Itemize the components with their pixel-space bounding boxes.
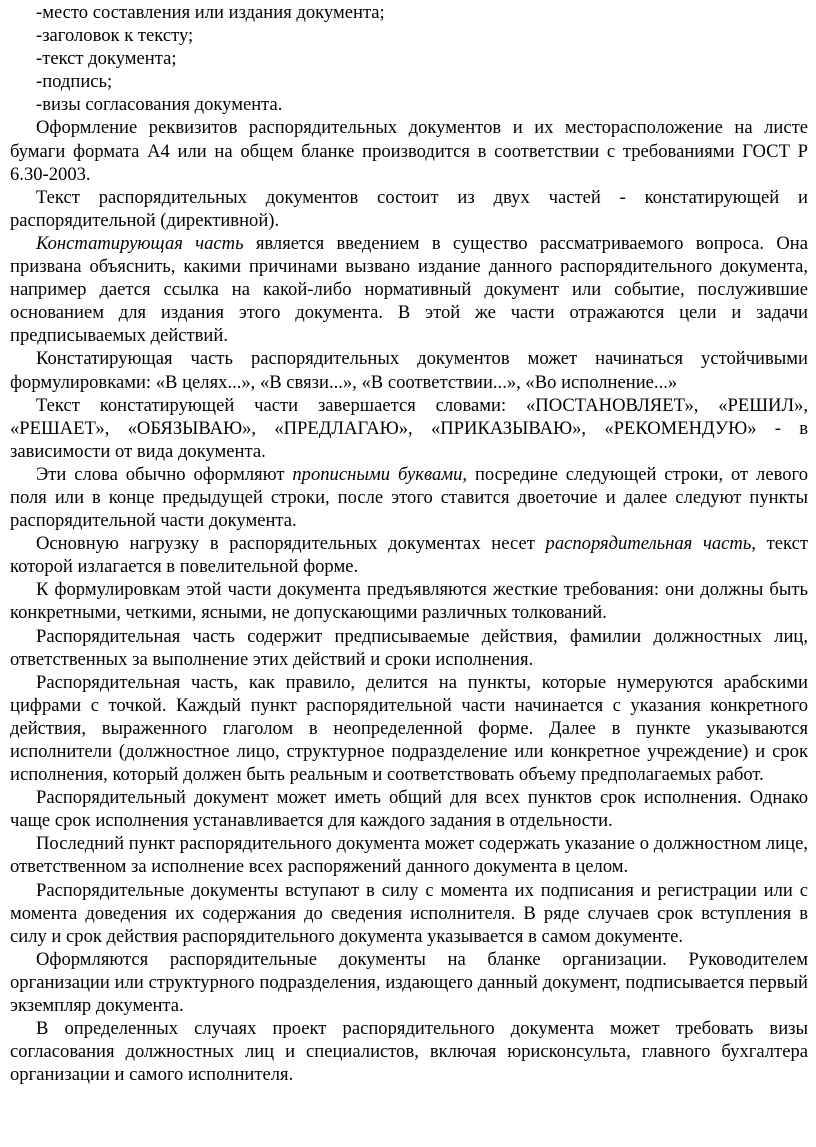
paragraph-text: посредине следующей строки, от левого поля или в конце предыдущей строки, после этого ставится двоеточие и далее следуют пункты распорядительной части документа. [10,463,808,532]
italic-term: распорядительная часть, [545,533,756,555]
paragraph-text: текст которой излагается в повелительной форме. [10,533,808,578]
paragraph: Текст распорядительных документов состоит из двух частей - констатирующей и распорядительной (директивной). [10,186,808,231]
list-item: -текст документа; [36,48,177,70]
paragraph [10,463,808,532]
paragraph: Распорядительная часть содержит предписываемые действия, фамилии должностных лиц, ответственных за выполнение этих действий и сроки исполнения. [10,625,808,670]
paragraph: В определенных случаях проект распорядительного документа может требовать визы согласования должностных лиц и специалистов, включая юрисконсульта, главного бухгалтера организации и самого исполнителя. [10,1018,808,1086]
paragraph: Оформляются распорядительные документы на бланке организации. Руководителем организации или структурного подразделения, издающего данный документ, подписывается первый экземпляр документа. [10,948,808,1017]
paragraph: Последний пункт распорядительного документа может содержать указание о должностном лице, ответственном за исполнение всех распоряжений данного документа в целом. [10,833,808,878]
paragraph-text: является введением в существо рассматриваемого вопроса. Она призвана объяснить, какими причинами вызвано издание данного распорядительного документа, например дается ссылка на какой-либо нормативный документ или событие, послужившие основанием для издания этого документа. В этой же части отражаются цели и задачи предписываемых действий. [10,232,808,347]
italic-term: прописными буквами, [292,463,468,485]
list-item: -место составления или издания документа; [36,2,385,23]
paragraph: Распорядительная часть, как правило, делится на пункты, которые нумеруются арабскими цифрами с точкой. Каждый пункт распорядительной части начинается с указания конкретного действия, выраженного глаголом в неопределенной форме. Далее в пункте указываются исполнители (должностное лицо, структурное подразделение или конкретное учреждение) и срок исполнения, который должен быть реальным и соответствовать объему предполагаемых работ. [10,671,808,786]
requisites-list [10,1,808,116]
paragraph: Распорядительный документ может иметь общий для всех пунктов срок исполнения. Однако чаще срок исполнения устанавливается для каждого задания в отдельности. [10,787,808,832]
paragraph: Текст констатирующей части завершается словами: «ПОСТАНОВЛЯЕТ», «РЕШИЛ», «РЕШАЕТ», «ОБЯЗЫВАЮ», «ПРЕДЛАГАЮ», «ПРИКАЗЫВАЮ», «РЕКОМЕНДУЮ» - в зависимости от вида документа. [10,394,808,462]
paragraph-text: Эти слова обычно оформляют [36,463,293,485]
list-item: -заголовок к тексту; [36,25,194,47]
paragraph [10,532,808,578]
paragraph-text: Основную нагрузку в распорядительных документах несет [36,533,546,555]
paragraph: Оформление реквизитов распорядительных документов и их месторасположение на листе бумаги формата А4 или на общем бланке производится в соответствии с требованиями ГОСТ Р 6.30-2003. [10,117,808,185]
list-item: -визы согласования документа. [36,94,283,116]
paragraph: Распорядительные документы вступают в силу с момента их подписания и регистрации или с момента доведения их содержания до сведения исполнителя. В ряде случаев срок вступления в силу и срок действия распорядительного документа указывается в самом документе. [10,879,808,947]
italic-term: Констатирующая часть [36,232,244,254]
paragraph: Констатирующая часть распорядительных документов может начинаться устойчивыми формулировками: «В целях...», «В связи...», «В соответствии...», «Во исполнение...» [10,348,808,393]
paragraph [10,232,808,347]
paragraph: К формулировкам этой части документа предъявляются жесткие требования: они должны быть конкретными, четкими, ясными, не допускающими различных толкований. [10,579,808,624]
list-item: -подпись; [36,71,113,93]
